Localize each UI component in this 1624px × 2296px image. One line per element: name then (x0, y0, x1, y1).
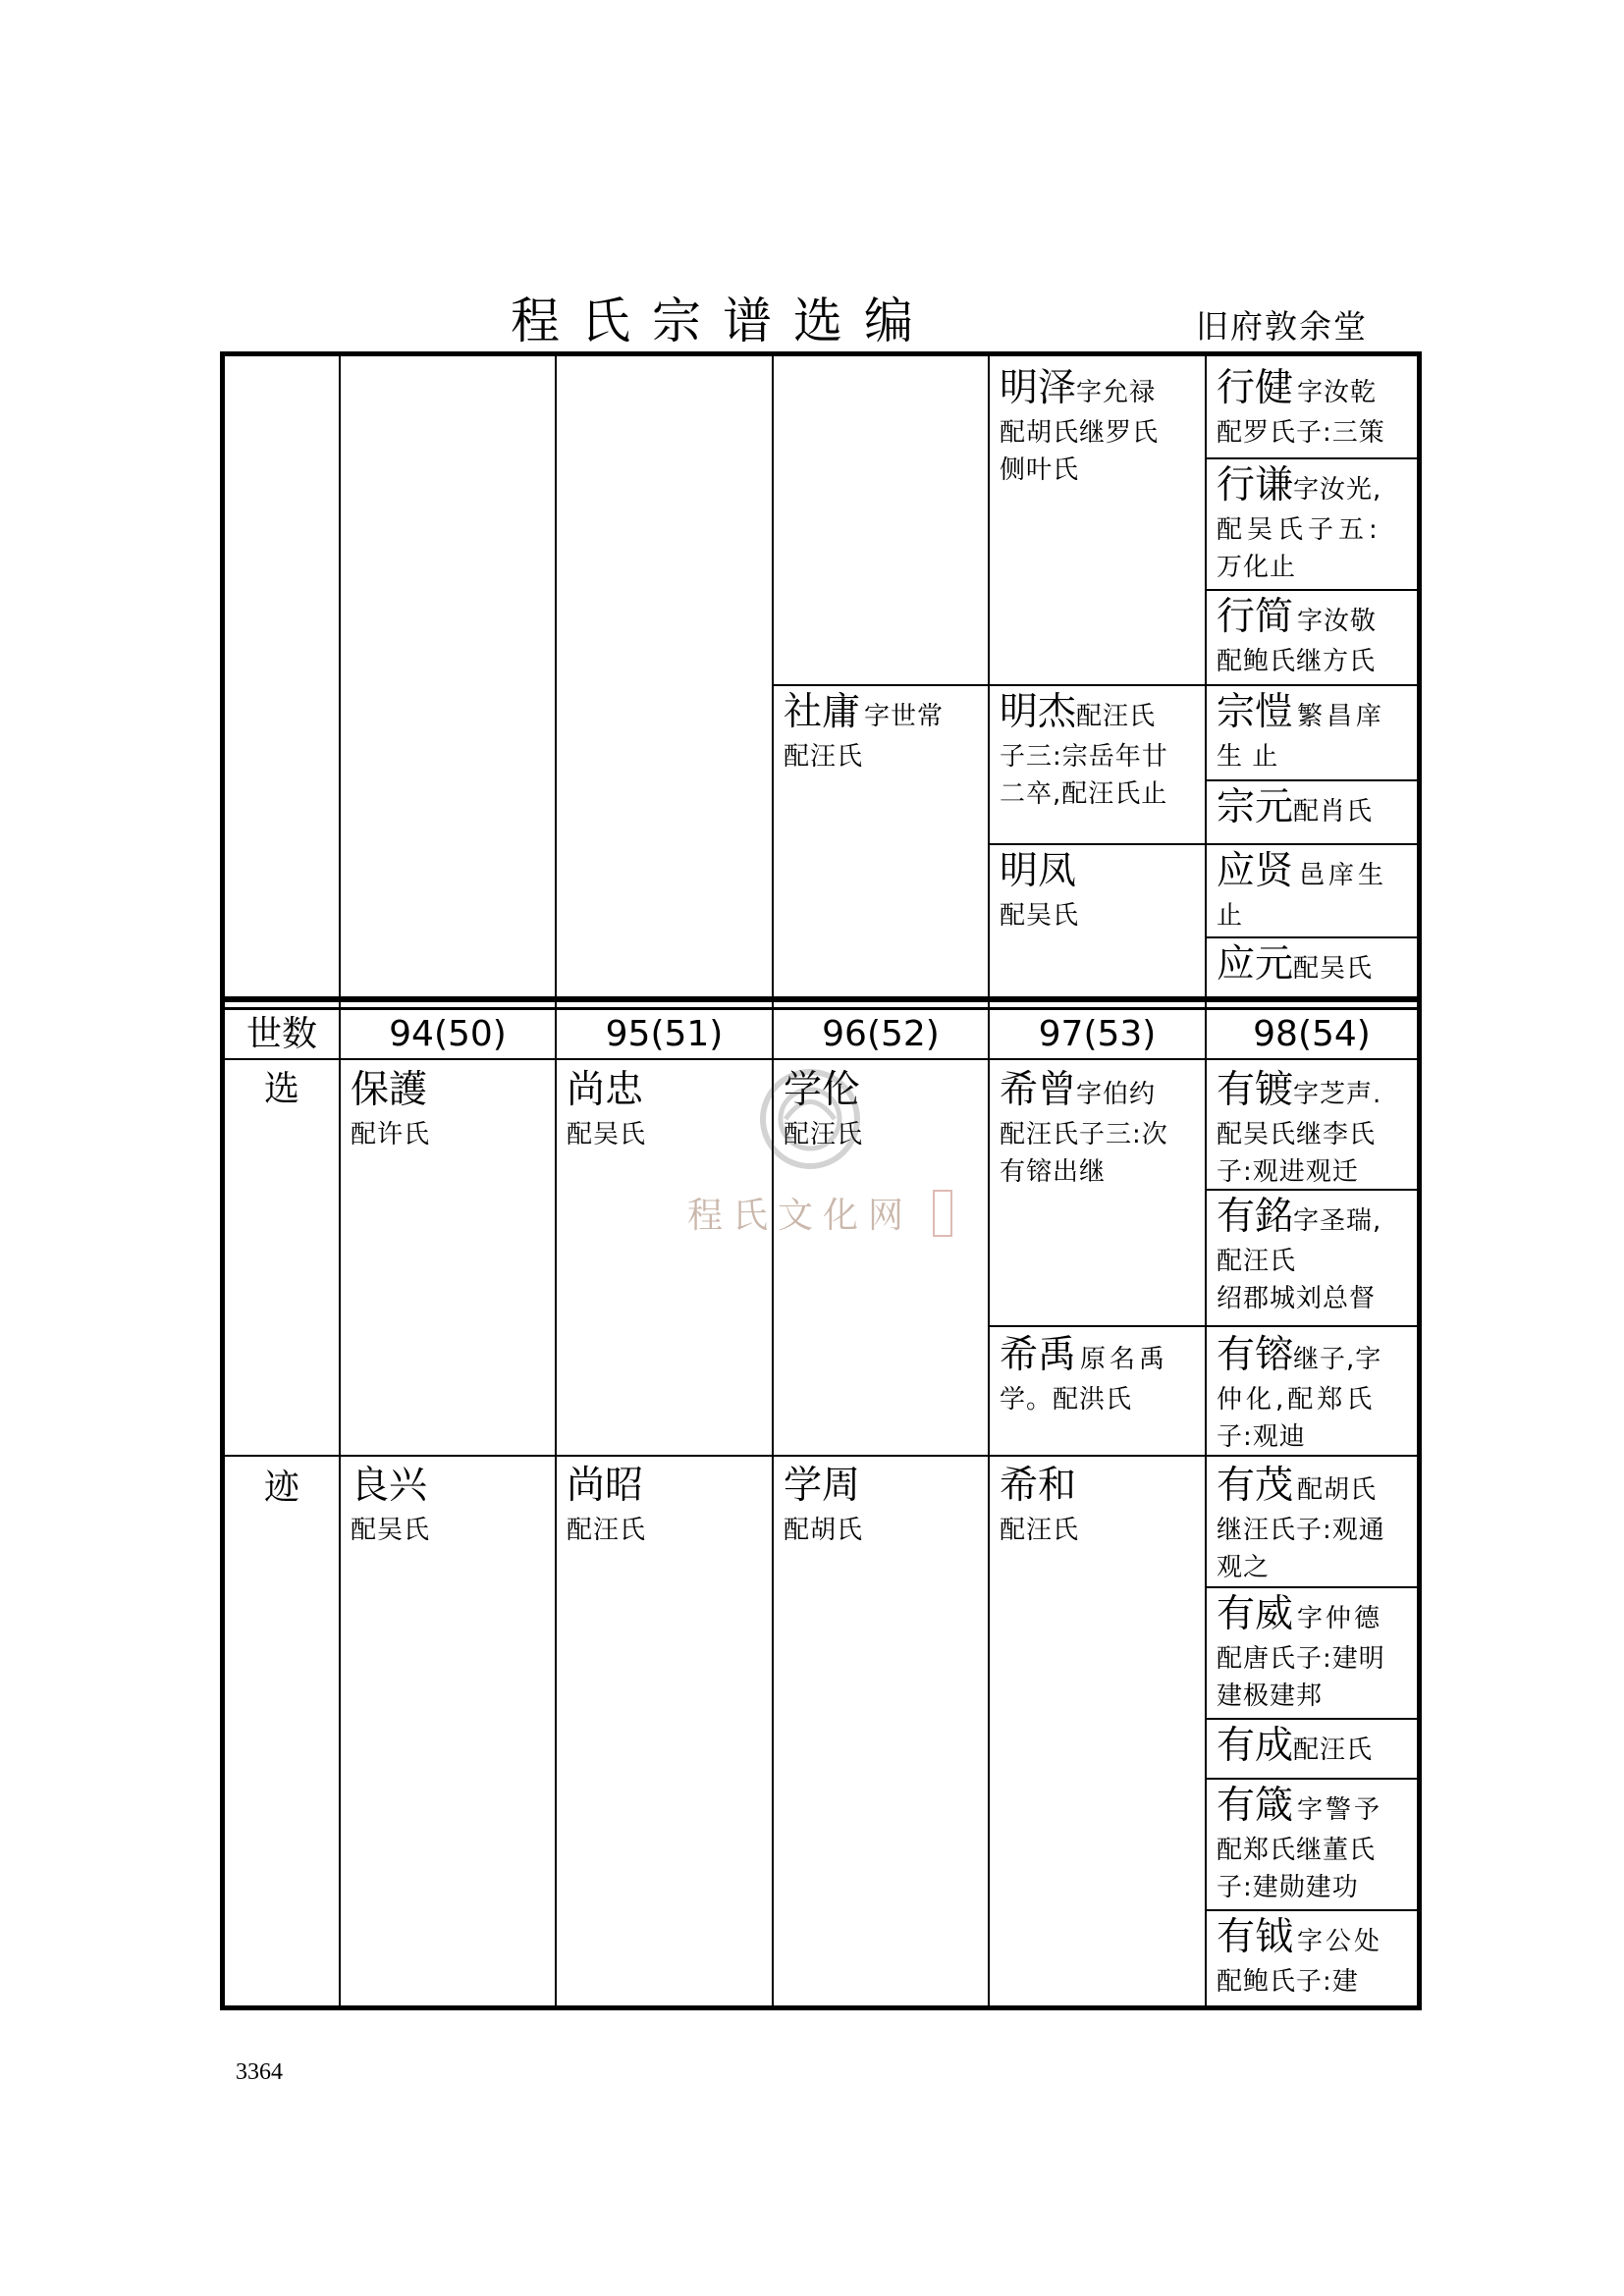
row-divider (1207, 457, 1417, 459)
person-entry: 希曾字伯约 配汪氏子三:次 有镕出继 (1000, 1068, 1168, 1187)
row-divider (1207, 1586, 1417, 1588)
watermark-seal (933, 1190, 952, 1237)
row-divider (990, 843, 1417, 845)
row-divider (1207, 1718, 1417, 1720)
row-divider (1207, 1909, 1417, 1911)
person-entry: 希禹 原名禹 学。配洪氏 (1000, 1333, 1169, 1415)
person-entry: 尚忠 配吴氏 (567, 1068, 647, 1149)
person-entry: 学周 配胡氏 (784, 1464, 864, 1545)
person-entry: 有茂 配胡氏 继汪氏子:观通 观之 (1217, 1464, 1385, 1582)
row-divider (774, 684, 1417, 686)
person-entry: 有钺 字公处 配鲍氏子:建 (1217, 1915, 1383, 1997)
section-separator (225, 996, 1417, 1002)
page-number: 3364 (236, 2059, 283, 2085)
person-entry: 希和 配汪氏 (1000, 1464, 1080, 1545)
row-divider (1207, 936, 1417, 938)
person-entry: 有箴 字警予 配郑氏继董氏 子:建勋建功 (1217, 1784, 1383, 1902)
side-label-ji: 迹 (263, 1468, 299, 1508)
generation-96: 96(52) (822, 1014, 940, 1054)
person-entry: 尚昭 配汪氏 (567, 1464, 647, 1545)
person-entry: 明杰配汪氏 子三:宗岳年廿 二卒,配汪氏止 (1000, 690, 1168, 809)
generation-label: 世数 (245, 1014, 317, 1054)
person-entry: 保護 配许氏 (351, 1068, 431, 1149)
person-entry: 有镀字芝声. 配吴氏继李氏 子:观进观迁 (1217, 1068, 1382, 1187)
person-entry: 行谦字汝光, 配吴氏子五: 万化止 (1217, 463, 1382, 582)
person-entry: 学伦 配汪氏 (784, 1068, 864, 1149)
person-entry: 宗愷 繁昌庠 生 止 (1217, 690, 1386, 772)
person-entry: 有镕继子,字 仲化,配郑氏 子:观迪 (1217, 1333, 1382, 1452)
watermark-text: 程氏文化网 (687, 1196, 914, 1236)
person-entry: 行健 字汝乾 配罗氏子:三策 (1217, 366, 1385, 448)
person-entry: 有威 字仲德 配唐氏子:建明 建极建邦 (1217, 1592, 1385, 1711)
side-label-xuan: 选 (263, 1069, 299, 1109)
person-entry: 良兴 配吴氏 (351, 1464, 431, 1545)
row-divider (1207, 779, 1417, 781)
person-entry: 行简 字汝敬 配鲍氏继方氏 (1217, 595, 1378, 676)
generation-94: 94(50) (389, 1014, 507, 1054)
generation-98: 98(54) (1253, 1014, 1371, 1054)
person-entry: 明泽字允禄 配胡氏继罗氏 侧叶氏 (1000, 366, 1160, 485)
page-title: 程氏宗谱选编 (511, 293, 935, 349)
hall-name: 旧府敦余堂 (1196, 307, 1368, 346)
watermark-logo (756, 1065, 864, 1173)
person-entry: 有銘字圣瑞, 配汪氏 绍郡城刘总督 (1217, 1195, 1382, 1313)
person-entry: 社庸 字世常 配汪氏 (784, 690, 945, 772)
row-divider (1207, 1189, 1417, 1191)
person-entry: 明凤 配吴氏 (1000, 849, 1080, 931)
generation-97: 97(53) (1038, 1014, 1157, 1054)
person-entry: 应贤 邑庠生 止 (1217, 849, 1388, 931)
person-entry: 应元配吴氏 (1217, 942, 1374, 987)
person-entry: 有成配汪氏 (1217, 1724, 1374, 1768)
row-divider (225, 1455, 1417, 1457)
generation-95: 95(51) (605, 1014, 724, 1054)
person-entry: 宗元配肖氏 (1217, 785, 1374, 829)
row-divider (990, 1325, 1417, 1327)
row-divider (1207, 589, 1417, 591)
row-divider (1207, 1778, 1417, 1780)
